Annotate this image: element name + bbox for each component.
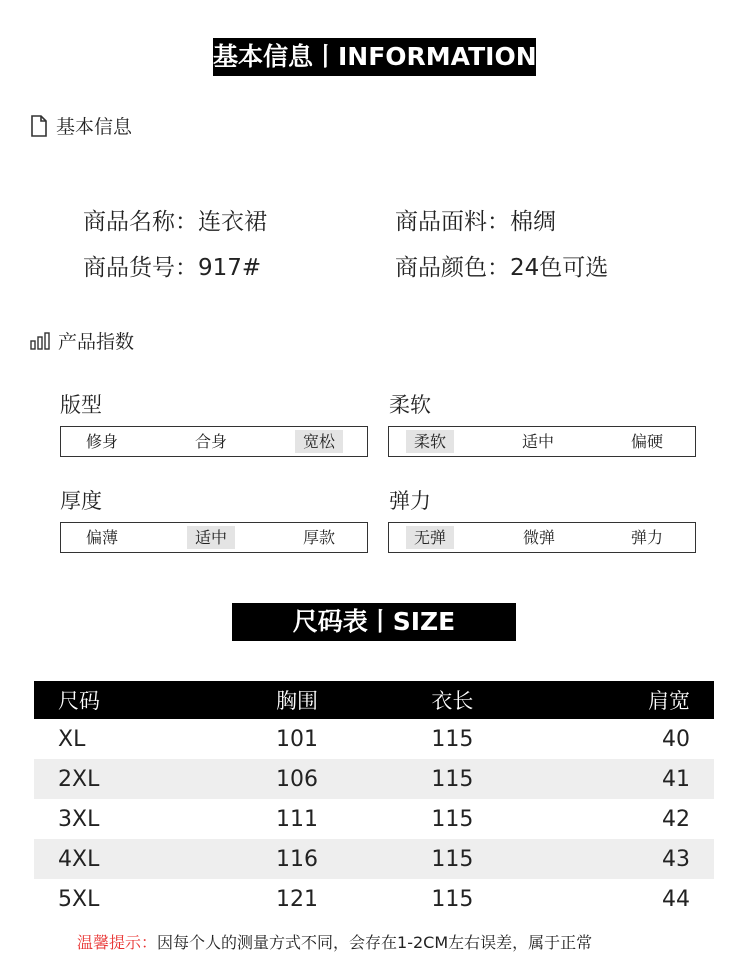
product-fabric: 商品面料：棉绸 — [395, 209, 556, 235]
size-table-header — [34, 681, 714, 719]
cell-shoulder: 41 — [559, 759, 714, 799]
cell-length: 115 — [403, 839, 558, 879]
tip-note — [77, 930, 592, 953]
cell-shoulder: 40 — [662, 726, 690, 752]
basic-info-heading-label: 基本信息 — [56, 116, 133, 138]
cell-length: 115 — [403, 759, 558, 799]
table-row — [34, 839, 714, 879]
metric-scale-softness — [388, 426, 696, 457]
scale-option: 微弹 — [523, 528, 556, 547]
scale-option: 宽松 — [295, 430, 343, 453]
metric-title-elasticity: 弹力 — [389, 489, 431, 513]
product-name: 商品名称：连衣裙 — [83, 209, 267, 235]
cell-length: 115 — [431, 886, 474, 912]
cell-size: 3XL — [58, 806, 100, 832]
cell-shoulder: 44 — [662, 886, 690, 912]
metric-title-softness: 柔软 — [389, 393, 431, 417]
header-size: 尺码 — [34, 681, 248, 719]
scale-option: 弹力 — [631, 528, 664, 547]
metric-title-thickness: 厚度 — [60, 489, 102, 513]
product-sku: 商品货号：917# — [83, 255, 262, 281]
table-row — [34, 759, 714, 799]
tip-text: 因每个人的测量方式不同，会存在1-2CM左右误差，属于正常 — [157, 933, 593, 952]
table-row — [34, 719, 714, 759]
scale-option: 适中 — [187, 526, 235, 549]
cell-chest: 106 — [248, 759, 403, 799]
size-table — [34, 681, 714, 919]
cell-shoulder: 43 — [559, 839, 714, 879]
scale-option: 偏薄 — [86, 528, 119, 547]
scale-option: 偏硬 — [631, 432, 664, 451]
tip-label: 温馨提示： — [77, 933, 158, 952]
cell-length: 115 — [431, 726, 474, 752]
cell-length: 115 — [431, 806, 474, 832]
bar-chart-icon — [30, 331, 50, 351]
cell-size: XL — [58, 726, 86, 752]
metric-scale-elasticity — [388, 522, 696, 553]
table-row — [34, 879, 714, 919]
cell-chest: 101 — [276, 726, 318, 752]
size-banner: 尺码表丨SIZE — [232, 603, 516, 641]
cell-size: 5XL — [58, 886, 100, 912]
header-shoulder: 肩宽 — [559, 681, 714, 719]
basic-info-heading — [30, 112, 132, 139]
scale-option: 无弹 — [406, 526, 454, 549]
cell-size: 4XL — [34, 839, 248, 879]
product-index-heading-label: 产品指数 — [58, 331, 135, 353]
product-index-heading — [30, 327, 134, 354]
metric-scale-thickness — [60, 522, 368, 553]
metric-title-fit: 版型 — [60, 393, 102, 417]
scale-option: 修身 — [86, 432, 119, 451]
scale-option: 合身 — [195, 432, 228, 451]
header-length: 衣长 — [403, 681, 558, 719]
header-chest: 胸围 — [248, 681, 403, 719]
table-row — [34, 799, 714, 839]
metric-scale-fit — [60, 426, 368, 457]
cell-size: 2XL — [34, 759, 248, 799]
scale-option: 柔软 — [406, 430, 454, 453]
cell-chest: 111 — [276, 806, 318, 832]
scale-option: 厚款 — [303, 528, 336, 547]
product-colors: 商品颜色：24色可选 — [395, 255, 609, 281]
cell-shoulder: 42 — [662, 806, 690, 832]
document-icon — [30, 115, 48, 137]
scale-option: 适中 — [522, 432, 555, 451]
cell-chest: 121 — [276, 886, 318, 912]
cell-chest: 116 — [248, 839, 403, 879]
information-banner: 基本信息丨INFORMATION — [213, 38, 536, 76]
